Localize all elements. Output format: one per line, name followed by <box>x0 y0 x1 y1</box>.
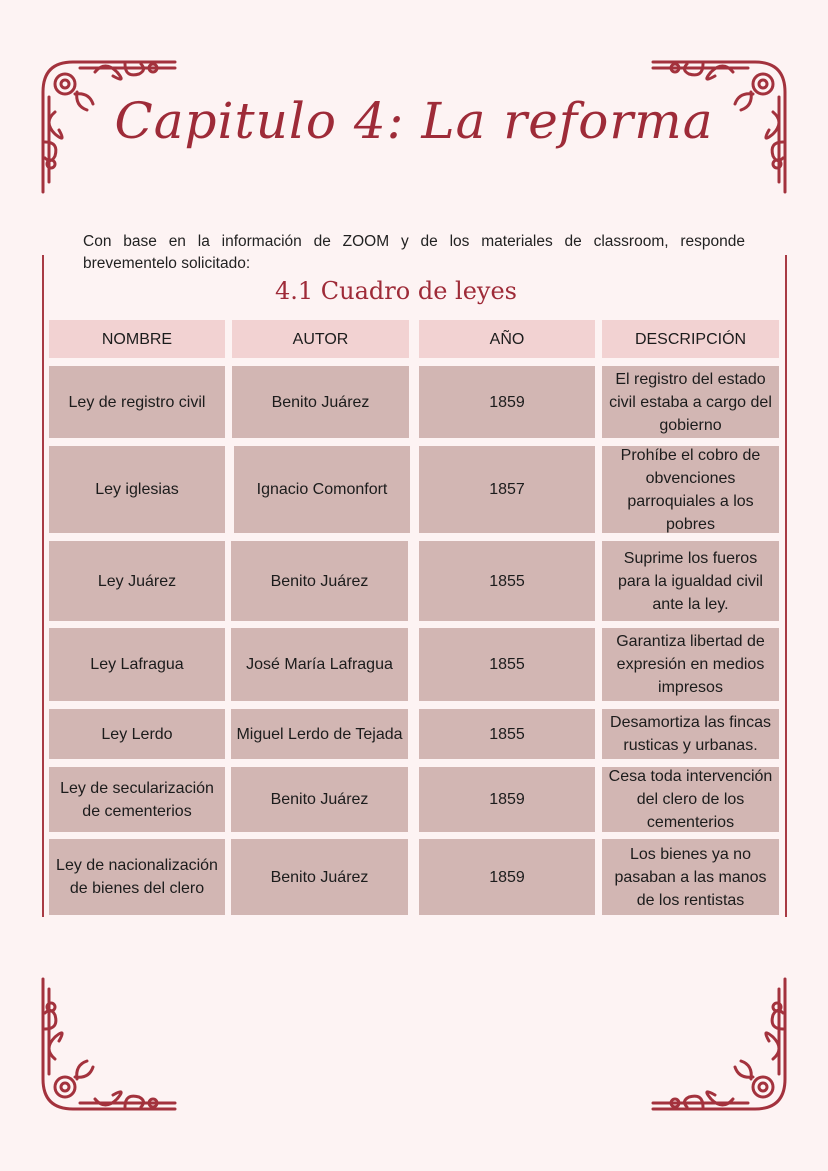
table-cell-autor: Miguel Lerdo de Tejada <box>231 709 408 759</box>
table-header-nombre: NOMBRE <box>49 320 225 358</box>
table-cell-autor: Ignacio Comonfort <box>234 446 410 533</box>
table-header-anio: AÑO <box>419 320 595 358</box>
table-cell-autor: Benito Juárez <box>231 541 408 621</box>
table-header-descripcion: DESCRIPCIÓN <box>602 320 779 358</box>
table-cell-autor: José María Lafragua <box>231 628 408 701</box>
table-cell-nombre: Ley Juárez <box>49 541 225 621</box>
table-cell-descripcion: Los bienes ya no pasaban a las manos de los rentistas <box>602 839 779 915</box>
table-cell-nombre: Ley Lafragua <box>49 628 225 701</box>
section-title: 4.1 Cuadro de leyes <box>275 277 517 305</box>
intro-text: Con base en la información de ZOOM y de los materiales de classroom, responde brevementelo solicitado: <box>83 233 745 272</box>
frame-line-left <box>42 255 44 917</box>
page-title: Capitulo 4: La reforma <box>114 92 714 150</box>
table-cell-autor: Benito Juárez <box>232 366 409 438</box>
table-cell-descripcion: Cesa toda intervención del clero de los cementerios <box>602 767 779 832</box>
table-cell-descripcion: El registro del estado civil estaba a cargo del gobierno <box>602 366 779 438</box>
table-header-autor: AUTOR <box>232 320 409 358</box>
table-cell-anio: 1859 <box>419 366 595 438</box>
table-cell-anio: 1855 <box>419 709 595 759</box>
table-cell-nombre: Ley de registro civil <box>49 366 225 438</box>
corner-flourish-icon <box>643 969 793 1119</box>
frame-line-right <box>785 255 787 917</box>
table-cell-anio: 1855 <box>419 628 595 701</box>
table-cell-descripcion: Prohíbe el cobro de obvenciones parroquiales a los pobres <box>602 446 779 533</box>
table-cell-descripcion: Garantiza libertad de expresión en medios impresos <box>602 628 779 701</box>
table-cell-nombre: Ley Lerdo <box>49 709 225 759</box>
table-cell-anio: 1859 <box>419 839 595 915</box>
table-cell-anio: 1857 <box>419 446 595 533</box>
table-cell-anio: 1859 <box>419 767 595 832</box>
corner-flourish-icon <box>35 969 185 1119</box>
table-cell-nombre: Ley de nacionalización de bienes del clero <box>49 839 225 915</box>
table-cell-anio: 1855 <box>419 541 595 621</box>
table-cell-autor: Benito Juárez <box>231 839 408 915</box>
table-cell-descripcion: Desamortiza las fincas rusticas y urbanas. <box>602 709 779 759</box>
table-cell-autor: Benito Juárez <box>231 767 408 832</box>
table-cell-descripcion: Suprime los fueros para la igualdad civil ante la ley. <box>602 541 779 621</box>
table-cell-nombre: Ley de secularización de cementerios <box>49 767 225 832</box>
table-cell-nombre: Ley iglesias <box>49 446 225 533</box>
